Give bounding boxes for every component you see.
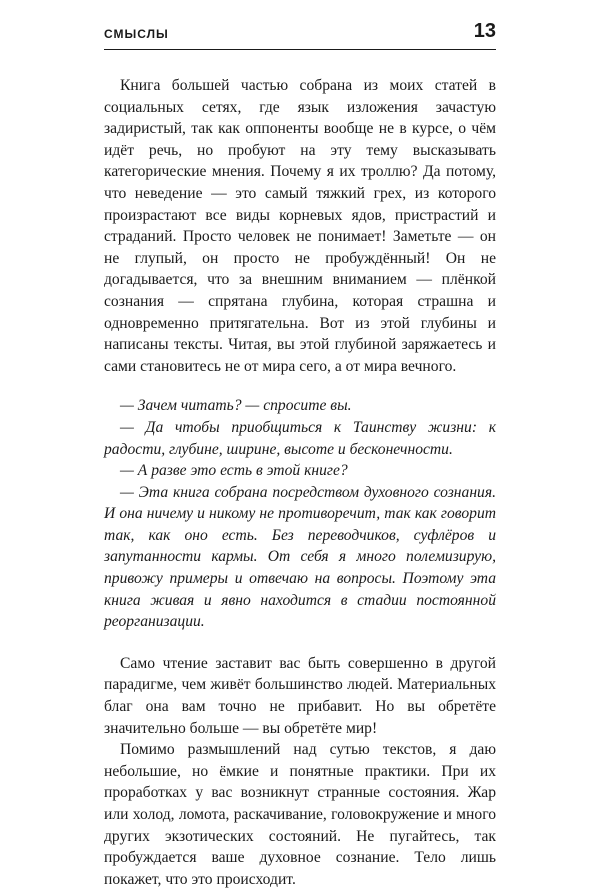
page-number: 13 xyxy=(473,20,496,42)
paragraph-reading: Само чтение заставит вас быть совершенно в другой парадигме, чем живёт большинство людей. Материальных благ она вам точно не прибавит. Но вы обретёте значительно больше — вы обретёте мир! xyxy=(104,654,496,737)
header-rule xyxy=(104,49,496,50)
dialog-line: — Зачем читать? — спросите вы. xyxy=(120,397,352,415)
dialog-line: — Да чтобы приобщиться к Таинству жизни: к радости, глубине, ширине, высоте и бесконечности. xyxy=(104,418,496,458)
paragraph-practices: Помимо размышлений над сутью текстов, я даю небольшие, но ёмкие и понятные практики. При их проработках у вас возникнут странные состояния. Жар или холод, ломота, раскачивание, головокружение и много других экзотических состояний. Не пугайтесь, так пробуждается ваше духовное сознание. Тело лишь покажет, что это происходит. xyxy=(104,741,496,888)
dialog-line: — Эта книга собрана посредством духовного сознания. И она ничему и никому не противоречит, так как говорит так, как оно есть. Без переводчиков, суфлёров и запутанности кармы. От себя я много полемизирую, привожу примеры и отвечаю на вопросы. Поэтому эта книга живая и явно находится в стадии постоянной реорганизации. xyxy=(104,483,496,631)
dialog-line: — А разве это есть в этой книге? xyxy=(120,462,348,480)
running-head: СМЫСЛЫ xyxy=(104,27,169,41)
page-body xyxy=(104,75,496,890)
paragraph-intro: Книга большей частью собрана из моих статей в социальных сетях, где язык изложения зачастую задиристый, так как оппоненты вообще не в курсе, о чём идёт речь, но пробуют на эту тему высказывать категорические мнения. Почему я их троллю? Да потому, что неведение — это самый тяжкий грех, из которого произрастают все виды корневых ядов, пристрастий и страданий. Просто человек не понимает! Заметьте — он не глупый, он просто не пробуждённый! Он не догадывается, что за внешним вниманием — плёнкой сознания — спрятана глубина, которая страшна и одновременно притягательна. Вот из этой глубины и написаны тексты. Читая, вы этой глубиной заряжаетесь и сами становитесь не от мира сего, а от мира вечного. xyxy=(104,77,496,375)
